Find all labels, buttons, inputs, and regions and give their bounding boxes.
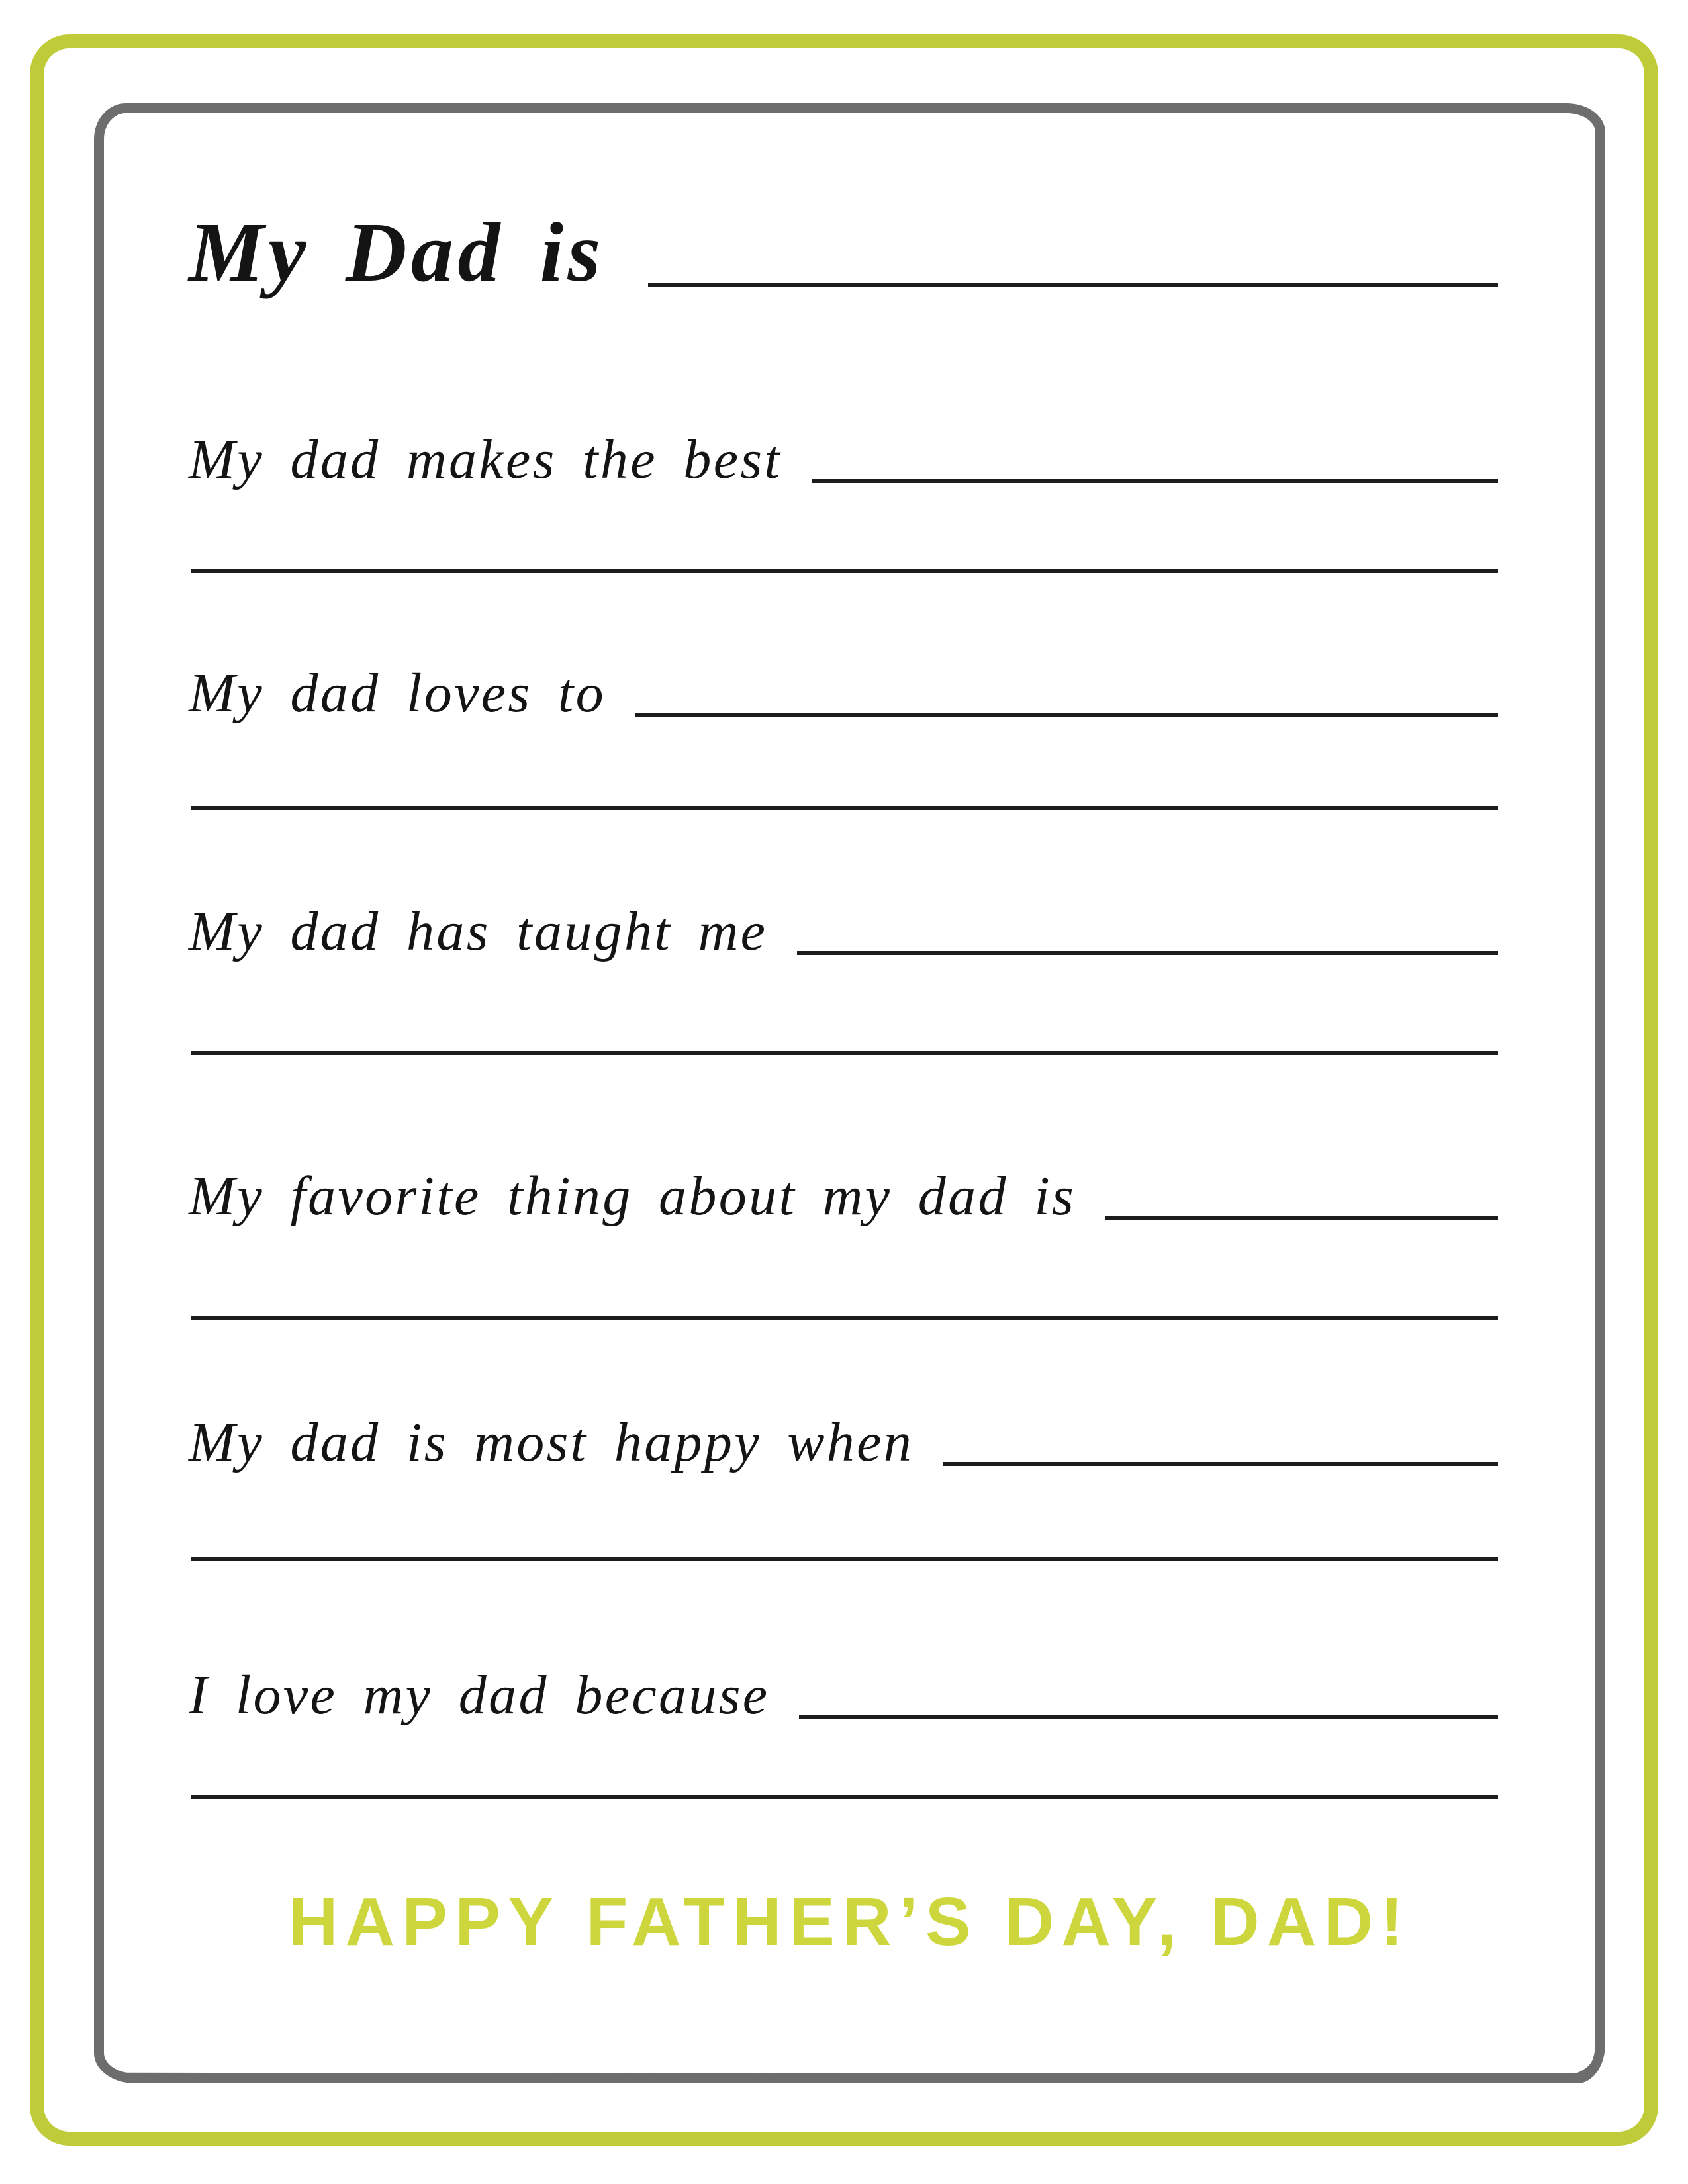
page-title: My Dad is — [189, 205, 605, 299]
prompt-label: My dad is most happy when — [189, 1412, 914, 1473]
answer-line-full[interactable] — [191, 1795, 1498, 1799]
prompt-row-makes-the-best — [189, 424, 1498, 496]
prompt-label: My dad loves to — [189, 662, 606, 724]
inner-sketch-border — [94, 103, 1605, 2083]
prompt-label: My dad has taught me — [189, 901, 768, 962]
prompt-label: My favorite thing about my dad is — [189, 1165, 1076, 1227]
answer-line-inline[interactable] — [797, 951, 1498, 955]
answer-line-inline[interactable] — [1105, 1216, 1498, 1220]
answer-line-inline[interactable] — [635, 713, 1498, 717]
prompt-label: My dad makes the best — [189, 429, 782, 490]
answer-line-inline[interactable] — [799, 1715, 1498, 1719]
prompt-row-has-taught-me — [189, 895, 1498, 968]
answer-line-full[interactable] — [191, 1051, 1498, 1055]
prompt-row-loves-to — [189, 657, 1498, 729]
answer-line-full[interactable] — [191, 569, 1498, 573]
title-row — [189, 202, 1498, 304]
prompt-row-most-happy-when — [189, 1406, 1498, 1479]
answer-line-inline[interactable] — [812, 479, 1498, 483]
answer-line-inline[interactable] — [943, 1462, 1498, 1466]
answer-line-full[interactable] — [191, 806, 1498, 810]
answer-line-full[interactable] — [191, 1316, 1498, 1320]
prompt-label: I love my dad because — [189, 1664, 770, 1726]
answer-line-title[interactable] — [648, 283, 1498, 287]
prompt-row-favorite-thing — [189, 1160, 1498, 1232]
prompt-row-love-because — [189, 1659, 1498, 1731]
closing-message: HAPPY FATHER’S DAY, DAD! — [288, 1884, 1411, 1960]
answer-line-full[interactable] — [191, 1557, 1498, 1561]
